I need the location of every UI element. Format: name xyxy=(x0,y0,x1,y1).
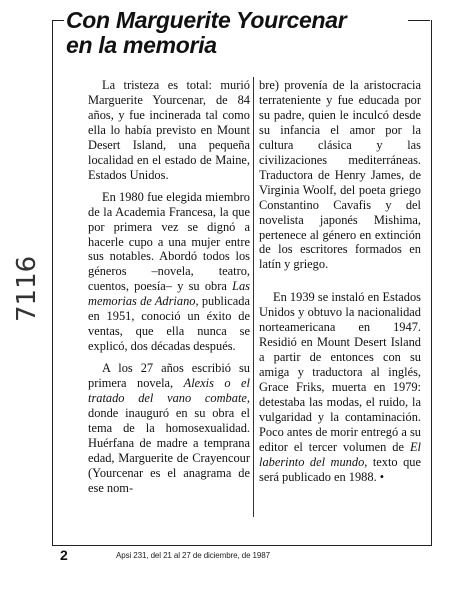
paragraph xyxy=(259,290,421,484)
paragraph-text: En 1939 se instaló en Estados Unidos y obtuvo la nacionalidad norteamericana en 1947. Residió en Mount Desert Island a partir de entonces con su amiga y traductora al inglés, Grace Friks, muerta en 1979: detestaba las modas, el ruido, la vulgaridad y la contaminación. Poco antes de morir entregó a su editor el tercer volumen de xyxy=(259,290,421,454)
book-title: Las memorias de Adriano xyxy=(88,279,250,309)
paragraph-text: En 1980 fue elegida miembro de la Academia Francesa, la que por primera vez se dignó a hacerle cupo a una mujer entre sus notables. Abordó todos los géneros –novela, teatro, cuentos, poesía– y su obra xyxy=(88,189,250,294)
paragraph-text: A los 27 años escribió su primera novela, xyxy=(88,361,250,391)
handwritten-margin-note: 7116 xyxy=(12,255,42,322)
issue-info: Apsi 231, del 21 al 27 de diciembre, de 1987 xyxy=(116,551,270,560)
paragraph-text: , publicada en 1951, conoció un éxito de ventas, que ella nunca se explicó, dos décadas después. xyxy=(88,294,250,354)
headline-line-2: en la memoria xyxy=(66,32,217,58)
column-divider xyxy=(253,77,254,517)
book-title: Alexis o el tratado del vano combate xyxy=(88,376,250,406)
paragraph xyxy=(88,361,250,496)
article-headline xyxy=(66,8,406,58)
left-column xyxy=(88,78,250,496)
paragraph xyxy=(88,190,250,354)
frame-top-rule-left xyxy=(52,20,64,21)
book-title: El laberinto del mundo xyxy=(259,439,421,469)
page-number: 2 xyxy=(60,547,68,563)
paragraph-text: , donde inauguró en su obra el tema de la homosexualidad. Huérfana de madre a temprana edad, Marguerite de Crayencour (Yourcenar es el anagrama de ese nom- xyxy=(88,391,250,495)
right-column xyxy=(259,78,421,485)
paragraph: La tristeza es total: murió Marguerite Yourcenar, de 84 años, y fue incinerada tal como ella lo había previsto en Mount Desert Island, una pequeña localidad en el estado de Maine, Estados Unidos. xyxy=(88,78,250,182)
headline-line-1: Con Marguerite Yourcenar xyxy=(66,7,347,33)
paragraph-text: , texto que será publicado en 1988. • xyxy=(259,454,421,484)
paragraph: bre) provenía de la aristocracia terrateniente y fue educada por su padre, quien le inculcó desde su infancia el amor por la cultura clásica y las civilizaciones mediterráneas. Traductora de Henry James, de Virginia Woolf, del poeta griego Constantino Cavafis y del novelista japonés Mishima, pertenece al género en extinción de los escritores formados en latín y griego. xyxy=(259,78,421,272)
frame-top-rule-right xyxy=(408,20,430,21)
